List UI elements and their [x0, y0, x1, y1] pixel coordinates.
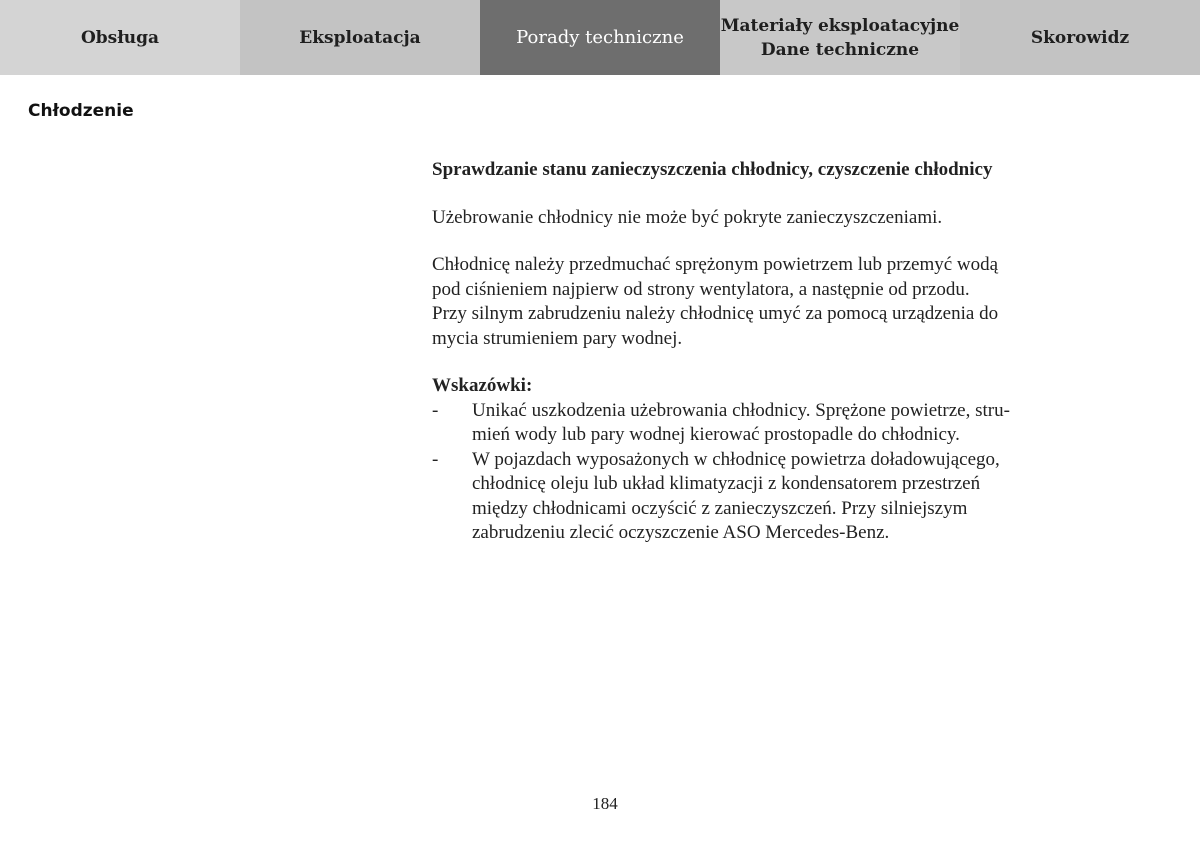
paragraph-cleaning	[432, 253, 1072, 351]
paragraph-line: mycia strumieniem pary wodnej.	[432, 327, 683, 349]
tab-label: Eksploatacja	[299, 27, 421, 48]
tab-label: Obsługa	[80, 27, 160, 48]
tab-eksploatacja[interactable]	[240, 0, 480, 75]
section-title: Chłodzenie	[28, 101, 134, 121]
page-number: 184	[592, 794, 618, 813]
tip-line: między chłodnicami oczyścić z zanieczyszczeń. Przy silniejszym	[472, 497, 968, 519]
paragraph-line: Przy silnym zabrudzeniu należy chłodnicę umyć za pomocą urządzenia do	[432, 303, 999, 324]
tip-item	[432, 399, 1072, 448]
paragraph-line: pod ciśnieniem najpierw od strony wentylatora, a następnie od przodu.	[432, 278, 970, 300]
tab-label: Skorowidz	[1030, 27, 1130, 48]
tab-skorowidz[interactable]	[960, 0, 1200, 75]
section-tabs	[0, 0, 1200, 75]
paragraph-line: Użebrowanie chłodnicy nie może być pokryte zanieczyszczeniami.	[432, 206, 943, 228]
tab-label-line-1: Materiały eksploatacyjne	[720, 15, 960, 36]
tip-line: chłodnicę oleju lub układ klimatyzacji z kondensatorem przestrzeń	[472, 473, 981, 494]
tip-line: zabrudzeniu zlecić oczyszczenie ASO Mercedes-Benz.	[472, 522, 890, 543]
tab-label-line-2: Dane techniczne	[760, 39, 920, 60]
tips-heading: Wskazówki:	[432, 375, 533, 396]
tip-dash: -	[432, 399, 439, 421]
tip-item	[432, 448, 1072, 546]
tip-line: Unikać uszkodzenia użebrowania chłodnicy. Sprężone powietrze, stru-	[472, 399, 1010, 421]
tab-obsluga[interactable]	[0, 0, 240, 75]
paragraph-line: Chłodnicę należy przedmuchać sprężonym powietrzem lub przemyć wodą	[432, 254, 999, 275]
content-body	[432, 158, 1072, 546]
paragraph-fins	[432, 206, 1072, 231]
content-heading: Sprawdzanie stanu zanieczyszczenia chłodnicy, czyszczenie chłodnicy	[432, 159, 993, 180]
tab-materialy-dane-techniczne[interactable]	[720, 0, 960, 75]
tip-line: W pojazdach wyposażonych w chłodnicę powietrza doładowującego,	[472, 448, 1000, 470]
tab-porady-techniczne[interactable]	[480, 0, 720, 75]
tip-dash: -	[432, 448, 439, 470]
tip-line: mień wody lub pary wodnej kierować prostopadle do chłodnicy.	[472, 424, 960, 445]
tab-label: Porady techniczne	[516, 26, 684, 48]
